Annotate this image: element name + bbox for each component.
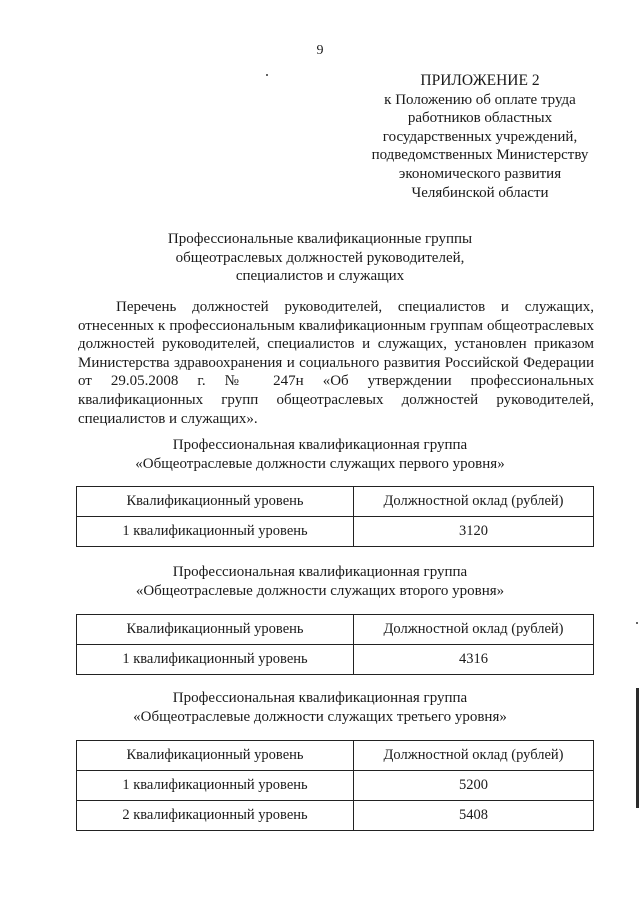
cell-level: 1 квалификационный уровень: [77, 645, 354, 675]
cell-salary: 5200: [354, 771, 594, 801]
header-cell-salary: Должностной оклад (рублей): [354, 487, 594, 517]
cell-salary: 5408: [354, 801, 594, 831]
intro-paragraph: Перечень должностей руководителей, специалистов и служащих, отнесенных к профессиональным квалификационным группам общеотраслевых должностей руководителей, специалистов и служащих, установлен приказом Министерства здравоохранения и социального развития Российской Федерации от 29.05.2008 г. № 247н «Об утверждении профессиональных квалификационных групп общеотраслевых должностей руководителей, специалистов и служащих».: [78, 299, 594, 427]
table-row: [77, 771, 594, 801]
section-title-third-level: [0, 689, 640, 726]
table-header-row: [77, 741, 594, 771]
salary-table-first-level: [76, 486, 594, 547]
scan-speck: [266, 74, 268, 76]
page-number: 9: [316, 43, 324, 58]
table-row: [77, 517, 594, 547]
table-header-row: [77, 615, 594, 645]
header-cell-salary: Должностной оклад (рублей): [354, 741, 594, 771]
section-title-second-level: [0, 563, 640, 600]
title-line: Профессиональные квалификационные группы: [167, 231, 473, 247]
cell-salary: 3120: [354, 517, 594, 547]
appendix-line: Челябинской области: [411, 184, 549, 201]
header-cell-level: Квалификационный уровень: [77, 487, 354, 517]
title-line: общеотраслевых должностей руководителей,: [175, 249, 465, 266]
cell-level: 2 квалификационный уровень: [77, 801, 354, 831]
table-row: [77, 801, 594, 831]
header-cell-level: Квалификационный уровень: [77, 741, 354, 771]
cell-level: 1 квалификационный уровень: [77, 517, 354, 547]
header-cell-salary: Должностной оклад (рублей): [354, 615, 594, 645]
document-title: [0, 230, 640, 286]
scan-speck: [636, 622, 638, 624]
cell-level: 1 квалификационный уровень: [77, 771, 354, 801]
appendix-line: государственных учреждений,: [382, 128, 578, 145]
section-title-line: Профессиональная квалификационная группа: [172, 690, 468, 706]
section-title-line: Профессиональная квалификационная группа: [172, 437, 468, 453]
title-line: специалистов и служащих: [235, 268, 405, 284]
section-title-line: «Общеотраслевые должности служащих третьего уровня»: [133, 708, 507, 725]
section-title-line: «Общеотраслевые должности служащих первого уровня»: [135, 455, 505, 472]
table-header-row: [77, 487, 594, 517]
appendix-line: к Положению об оплате труда: [384, 91, 576, 108]
scan-edge-mark: [636, 688, 639, 808]
section-title-line: «Общеотраслевые должности служащих второго уровня»: [135, 582, 505, 599]
salary-table-third-level: [76, 740, 594, 831]
section-title-line: Профессиональная квалификационная группа: [172, 564, 468, 580]
appendix-heading: ПРИЛОЖЕНИЕ 2: [420, 72, 540, 89]
appendix-line: подведомственных Министерству: [371, 147, 589, 164]
cell-salary: 4316: [354, 645, 594, 675]
appendix-line: экономического развития: [398, 165, 562, 182]
section-title-first-level: [0, 436, 640, 473]
appendix-header: [360, 72, 600, 202]
header-cell-level: Квалификационный уровень: [77, 615, 354, 645]
table-row: [77, 645, 594, 675]
salary-table-second-level: [76, 614, 594, 675]
appendix-line: работников областных: [407, 110, 553, 127]
